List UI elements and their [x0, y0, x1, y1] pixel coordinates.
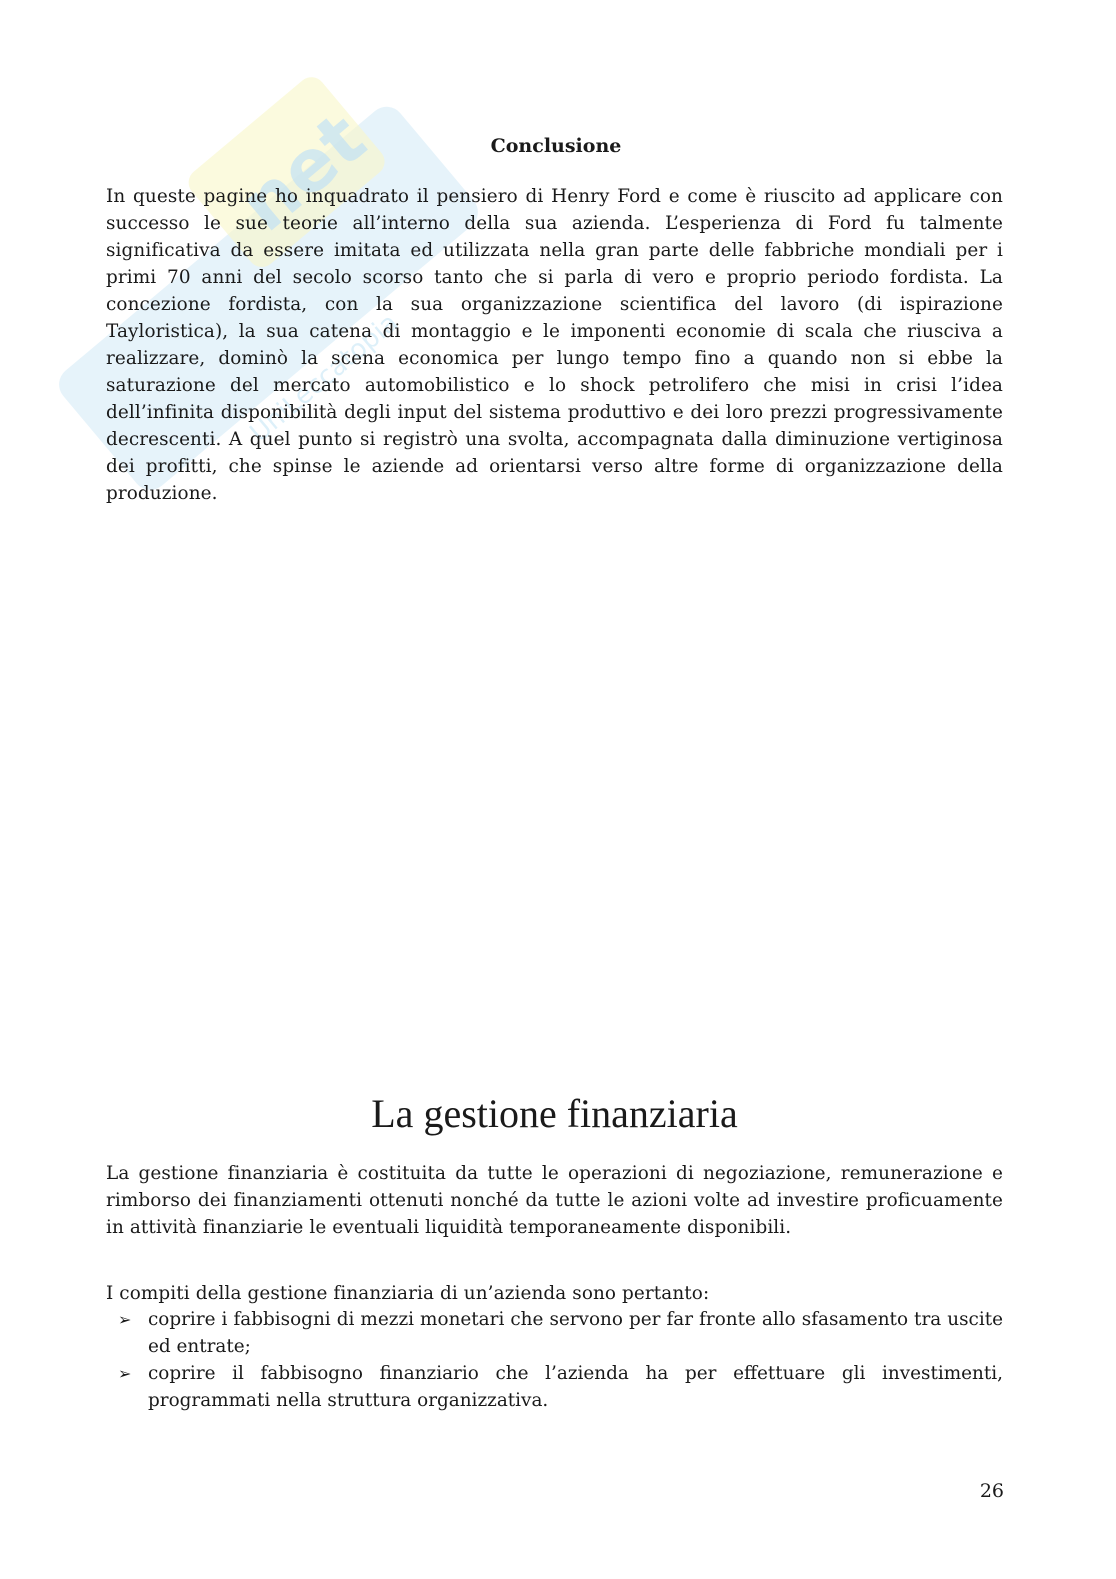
- list-item: [106, 1306, 1003, 1360]
- tasks-list: [106, 1306, 1003, 1414]
- watermark-text: net: [223, 96, 381, 248]
- arrow-bullet-icon: ➢: [118, 1364, 132, 1383]
- chapter-title: La gestione finanziaria: [371, 1091, 738, 1136]
- lead-paragraph: I compiti della gestione finanziaria di un’azienda sono pertanto:: [106, 1283, 710, 1304]
- page-number: 26: [979, 1480, 1004, 1502]
- list-item: [106, 1360, 1003, 1414]
- intro-paragraph: La gestione finanziaria è costituita da tutte le operazioni di negoziazione, remunerazione e rimborso dei finanziamenti ottenuti nonché da tutte le azioni volte ad investire proficuamente in attività finanziarie le eventuali liquidità temporaneamente disponibili.: [106, 1163, 1003, 1238]
- watermark-subtext: UniLeccatopia: [244, 307, 405, 449]
- arrow-bullet-icon: ➢: [118, 1310, 132, 1329]
- list-item-text: coprire il fabbisogno finanziario che l’azienda ha per effettuare gli investimenti, programmati nella struttura organizzativa.: [148, 1363, 1003, 1411]
- list-item-text: coprire i fabbisogni di mezzi monetari che servono per far fronte allo sfasamento tra uscite ed entrate;: [148, 1309, 1003, 1357]
- section-title: Conclusione: [490, 135, 622, 157]
- conclusion-paragraph: In queste pagine ho inquadrato il pensiero di Henry Ford e come è riuscito ad applicare con successo le sue teorie all’interno della sua azienda. L’esperienza di Ford fu talmente significativa da essere imitata ed utilizzata nella gran parte delle fabbriche mondiali per i primi 70 anni del secolo scorso tanto che si parla di vero e proprio periodo fordista. La concezione fordista, con la sua organizzazione scientifica del lavoro (di ispirazione Tayloristica), la sua catena di montaggio e le imponenti economie di scala che riusciva a realizzare, dominò la scena economica per lungo tempo fino a quando non si ebbe la saturazione del mercato automobilistico e lo shock petrolifero che misi in crisi l’idea dell’infinita disponibilità degli input del sistema produttivo e dei loro prezzi progressivamente decrescenti. A quel punto si registrò una svolta, accompagnata dalla diminuzione vertiginosa dei profitti, che spinse le aziende ad orientarsi verso altre forme di organizzazione della produzione.: [106, 186, 1003, 504]
